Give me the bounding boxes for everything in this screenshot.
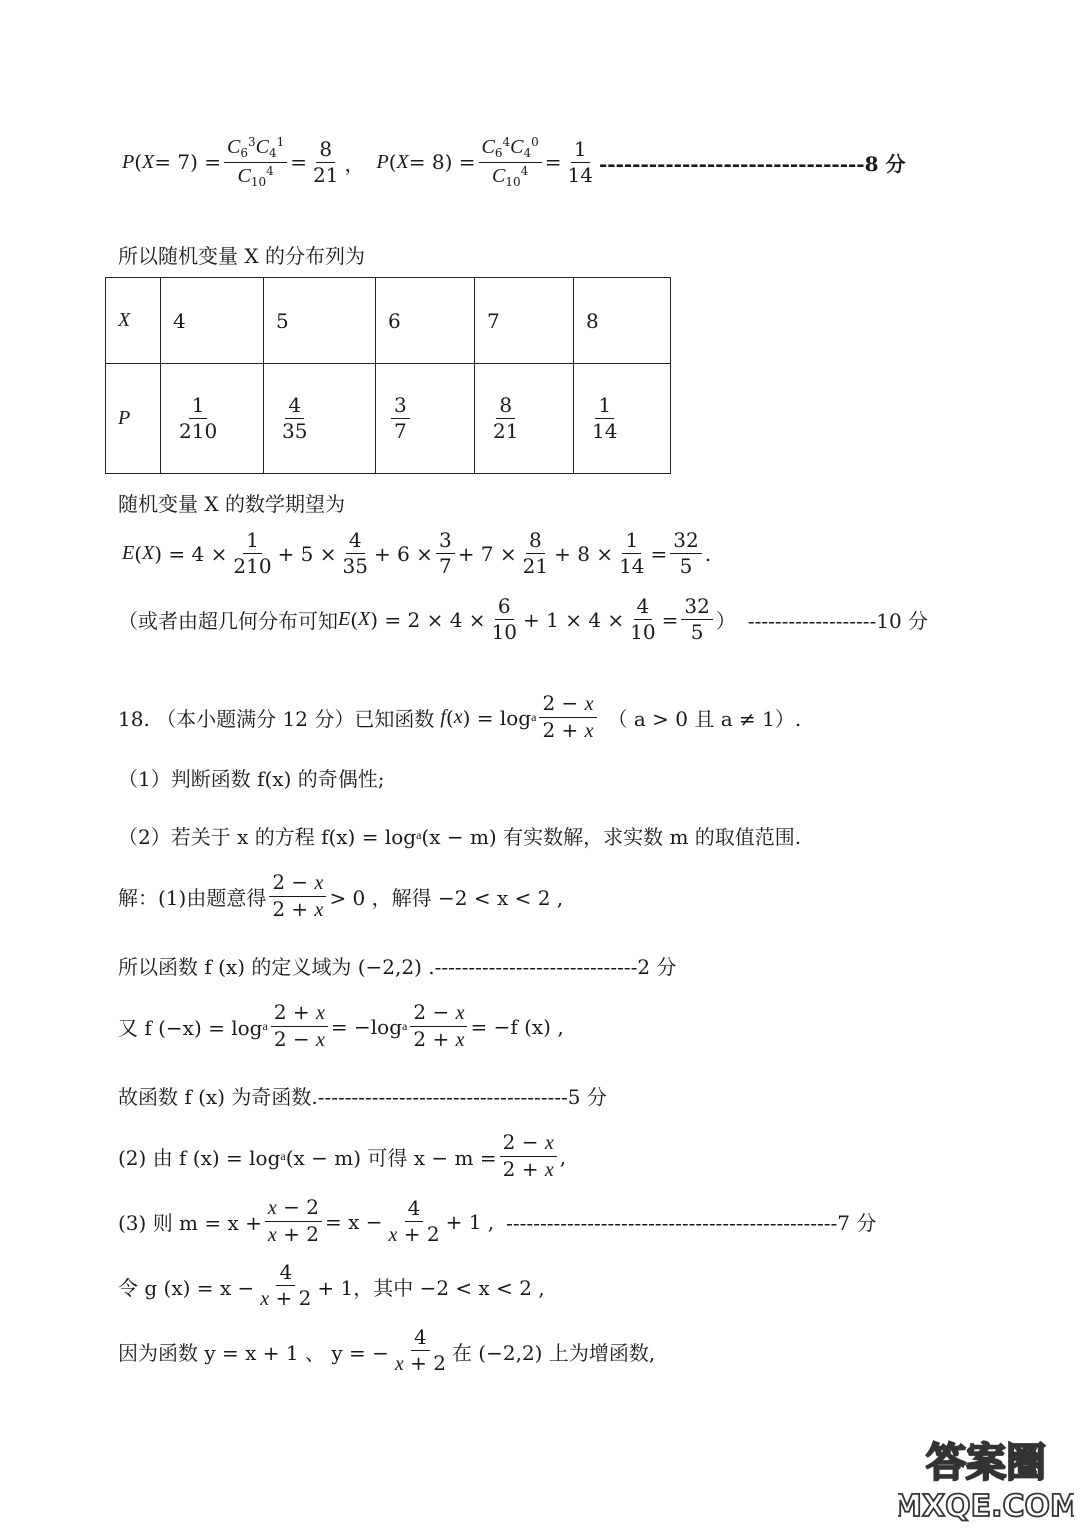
table-row-x bbox=[106, 278, 671, 364]
score-7: -------------------------------------------------7 分 bbox=[506, 1211, 877, 1235]
expectation-intro: 随机变量 X 的数学期望为 bbox=[118, 492, 345, 516]
score-5: -------------------------------------5 分 bbox=[317, 1085, 607, 1109]
svg-text:MXQE.COM: MXQE.COM bbox=[898, 1489, 1074, 1522]
x-value: 7 bbox=[475, 278, 574, 364]
solution-m-expression: (3) 则 m = x + $\frac{x - 2}{x + 2}$ = x − $\frac{4}{x + 2}$ + 1 , -------------------------------------------------7 分 bbox=[118, 1195, 877, 1246]
score-8: --------------------------------8 分 bbox=[598, 151, 906, 176]
expectation-formula: E ( X ) = 4 × $\frac{1}{210}$ + 5 × $\frac{4}{35}$ + 6 × $\frac{3}{7}$ + 7 × $\frac{8}{21}$ + 8 × $\frac{1}{14}$ = $\frac{32}{5}$ . bbox=[122, 528, 712, 578]
x-value: 5 bbox=[264, 278, 376, 364]
watermark-logo bbox=[898, 1432, 1074, 1522]
score-2: ------------------------------2 分 bbox=[434, 955, 677, 979]
p-value: $\frac{1}{14}$ bbox=[574, 364, 671, 474]
x-value: 4 bbox=[161, 278, 264, 364]
solution-step1: 解：(1)由题意得 $\frac{2 - x}{2 + x}$ > 0 ，解得 −2 < x < 2 , bbox=[118, 870, 564, 921]
p-value: $\frac{1}{210}$ bbox=[161, 364, 264, 474]
solution-part2-step: (2) 由 f (x) = log a (x − m) 可得 x − m = $\frac{2 - x}{2 + x}$ , bbox=[118, 1130, 567, 1181]
p-value: $\frac{3}{7}$ bbox=[376, 364, 475, 474]
svg-text:答案圈: 答案圈 bbox=[926, 1440, 1046, 1486]
row-label-p: P bbox=[106, 364, 161, 474]
score-10: -------------------10 分 bbox=[747, 609, 929, 633]
p-value: $\frac{4}{35}$ bbox=[264, 364, 376, 474]
prob-x7-x8-line: P ( X = 7) = $\frac{C_6^3C_4^1}{C_{10}^4}$ = $\frac{8}{21}$ ， P ( X = 8) = $\frac{C_6^4C_4^0}{C_{10}^4}$ = $\frac{1}{14}$ --------------------------------8 分 bbox=[122, 135, 906, 189]
question-18-part1: （1）判断函数 f(x) 的奇偶性; bbox=[118, 767, 385, 791]
x-value: 6 bbox=[376, 278, 475, 364]
question-18-part2: （2）若关于 x 的方程 f(x) = log a (x − m) 有实数解，求实数 m 的取值范围. bbox=[118, 825, 802, 849]
question-18: 18. （本小题满分 12 分）已知函数 f ( x ) = log a $\frac{2 - x}{2 + x}$ （ a > 0 且 a ≠ 1）. bbox=[118, 691, 802, 742]
solution-domain: 所以函数 f (x) 的定义域为 (−2,2) . ------------------------------2 分 bbox=[118, 951, 676, 980]
table-row-p bbox=[106, 364, 671, 474]
expectation-alt: （或者由超几何分布可知 E ( X ) = 2 × 4 × $\frac{6}{10}$ + 1 × 4 × $\frac{4}{10}$ = $\frac{32}{5}$ ） -------------------10 分 bbox=[118, 594, 929, 644]
solution-odd-conclusion: 故函数 f (x) 为奇函数. -------------------------------------5 分 bbox=[118, 1081, 607, 1110]
solution-monotonic: 因为函数 y = x + 1 、 y = − $\frac{4}{x + 2}$ 在 (−2,2) 上为增函数, bbox=[118, 1325, 656, 1375]
solution-odd-check: 又 f (−x) = log a $\frac{2 + x}{2 - x}$ = −log a $\frac{2 - x}{2 + x}$ = −f (x) , bbox=[118, 1000, 564, 1051]
x-value: 8 bbox=[574, 278, 671, 364]
solution-g-definition: 令 g (x) = x − $\frac{4}{x + 2}$ + 1，其中 −2 < x < 2 , bbox=[118, 1260, 545, 1310]
p-value: $\frac{8}{21}$ bbox=[475, 364, 574, 474]
distribution-intro: 所以随机变量 X 的分布列为 bbox=[118, 244, 365, 268]
row-label-x: X bbox=[106, 278, 161, 364]
distribution-table bbox=[105, 277, 671, 474]
